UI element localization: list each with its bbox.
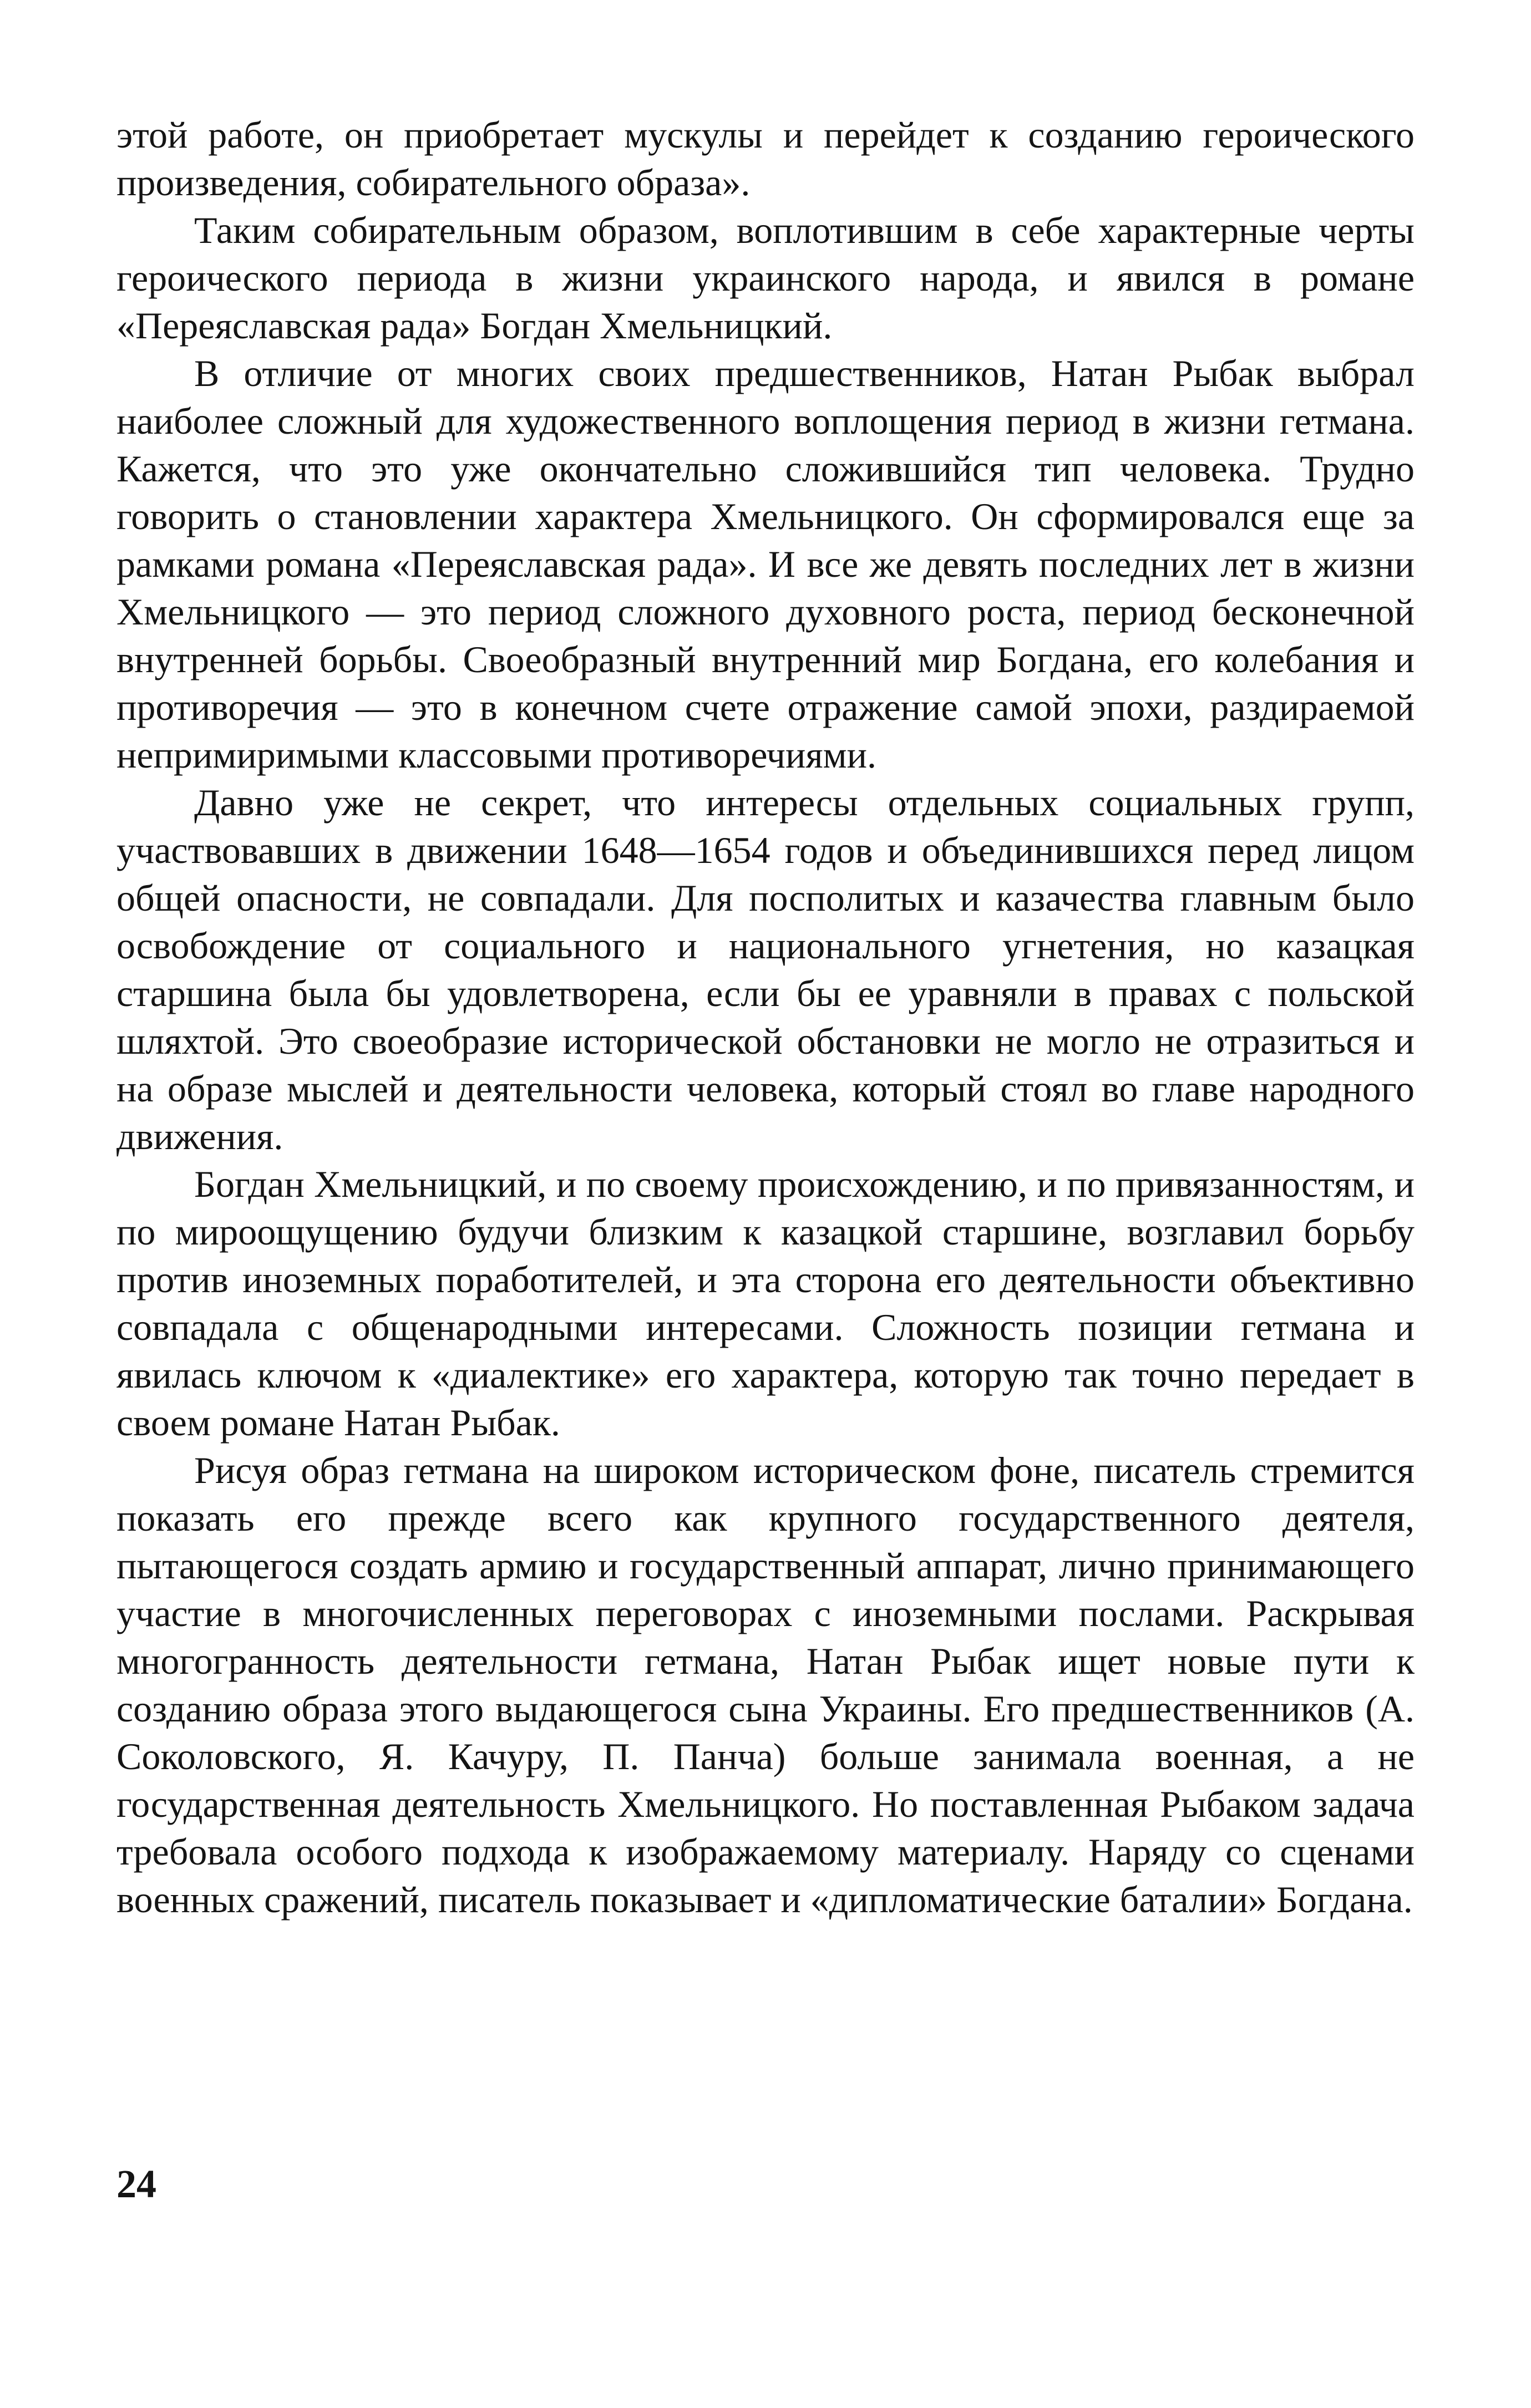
paragraph-5: Богдан Хмельницкий, и по своему происхождению, и по привязанностям, и по мироощущению будучи близким к казацкой старшине, возглавил борьбу против иноземных поработителей, и эта сторона его деятельности объективно совпадала с общенародными интересами. Сложность позиции гетмана и явилась ключом к «диалектике» его характера, которую так точно передает в своем романе Натан Рыбак. — [116, 1163, 1415, 1444]
page-number: 24 — [116, 2162, 156, 2206]
paragraph-1: этой работе, он приобретает мускулы и перейдет к созданию героического произведения, собирательного образа». — [116, 114, 1415, 204]
paragraph-3: В отличие от многих своих предшественников, Натан Рыбак выбрал наиболее сложный для художественного воплощения период в жизни гетмана. Кажется, что это уже окончательно сложившийся тип человека. Трудно говорить о становлении характера Хмельницкого. Он сформировался еще за рамками романа «Переяславская рада». И все же девять последних лет в жизни Хмельницкого — это период сложного духовного роста, период бесконечной внутренней борьбы. Своеобразный внутренний мир Богдана, его колебания и противоречия — это в конечном счете отражение самой эпохи, раздираемой непримиримыми классовыми противоречиями. — [116, 352, 1415, 776]
paragraph-2: Таким собирательным образом, воплотившим в себе характерные черты героического периода в жизни украинского народа, и явился в романе «Переяславская рада» Богдан Хмельницкий. — [116, 209, 1415, 347]
page-body — [116, 111, 1415, 2329]
paragraph-4: Давно уже не секрет, что интересы отдельных социальных групп, участвовавших в движении 1648—1654 годов и объединившихся перед лицом общей опасности, не совпадали. Для посполитых и казачества главным было освобождение от социального и национального угнетения, но казацкая старшина была бы удовлетворена, если бы ее уравняли в правах с польской шляхтой. Это своеобразие исторической обстановки не могло не отразиться и на образе мыслей и деятельности человека, который стоял во главе народного движения. — [116, 781, 1415, 1157]
paragraph-6: Рисуя образ гетмана на широком историческом фоне, писатель стремится показать его прежде всего как крупного государственного деятеля, пытающегося создать армию и государственный аппарат, лично принимающего участие в многочисленных переговорах с иноземными послами. Раскрывая многогранность деятельности гетмана, Натан Рыбак ищет новые пути к созданию образа этого выдающегося сына Украины. Его предшественников (А. Соколовского, Я. Качуру, П. Панча) больше занимала военная, а не государственная деятельность Хмельницкого. Но поставленная Рыбаком задача требовала особого подхода к изображаемому материалу. Наряду со сценами военных сражений, писатель показывает и «дипломатические баталии» Богдана. — [116, 1449, 1415, 1921]
